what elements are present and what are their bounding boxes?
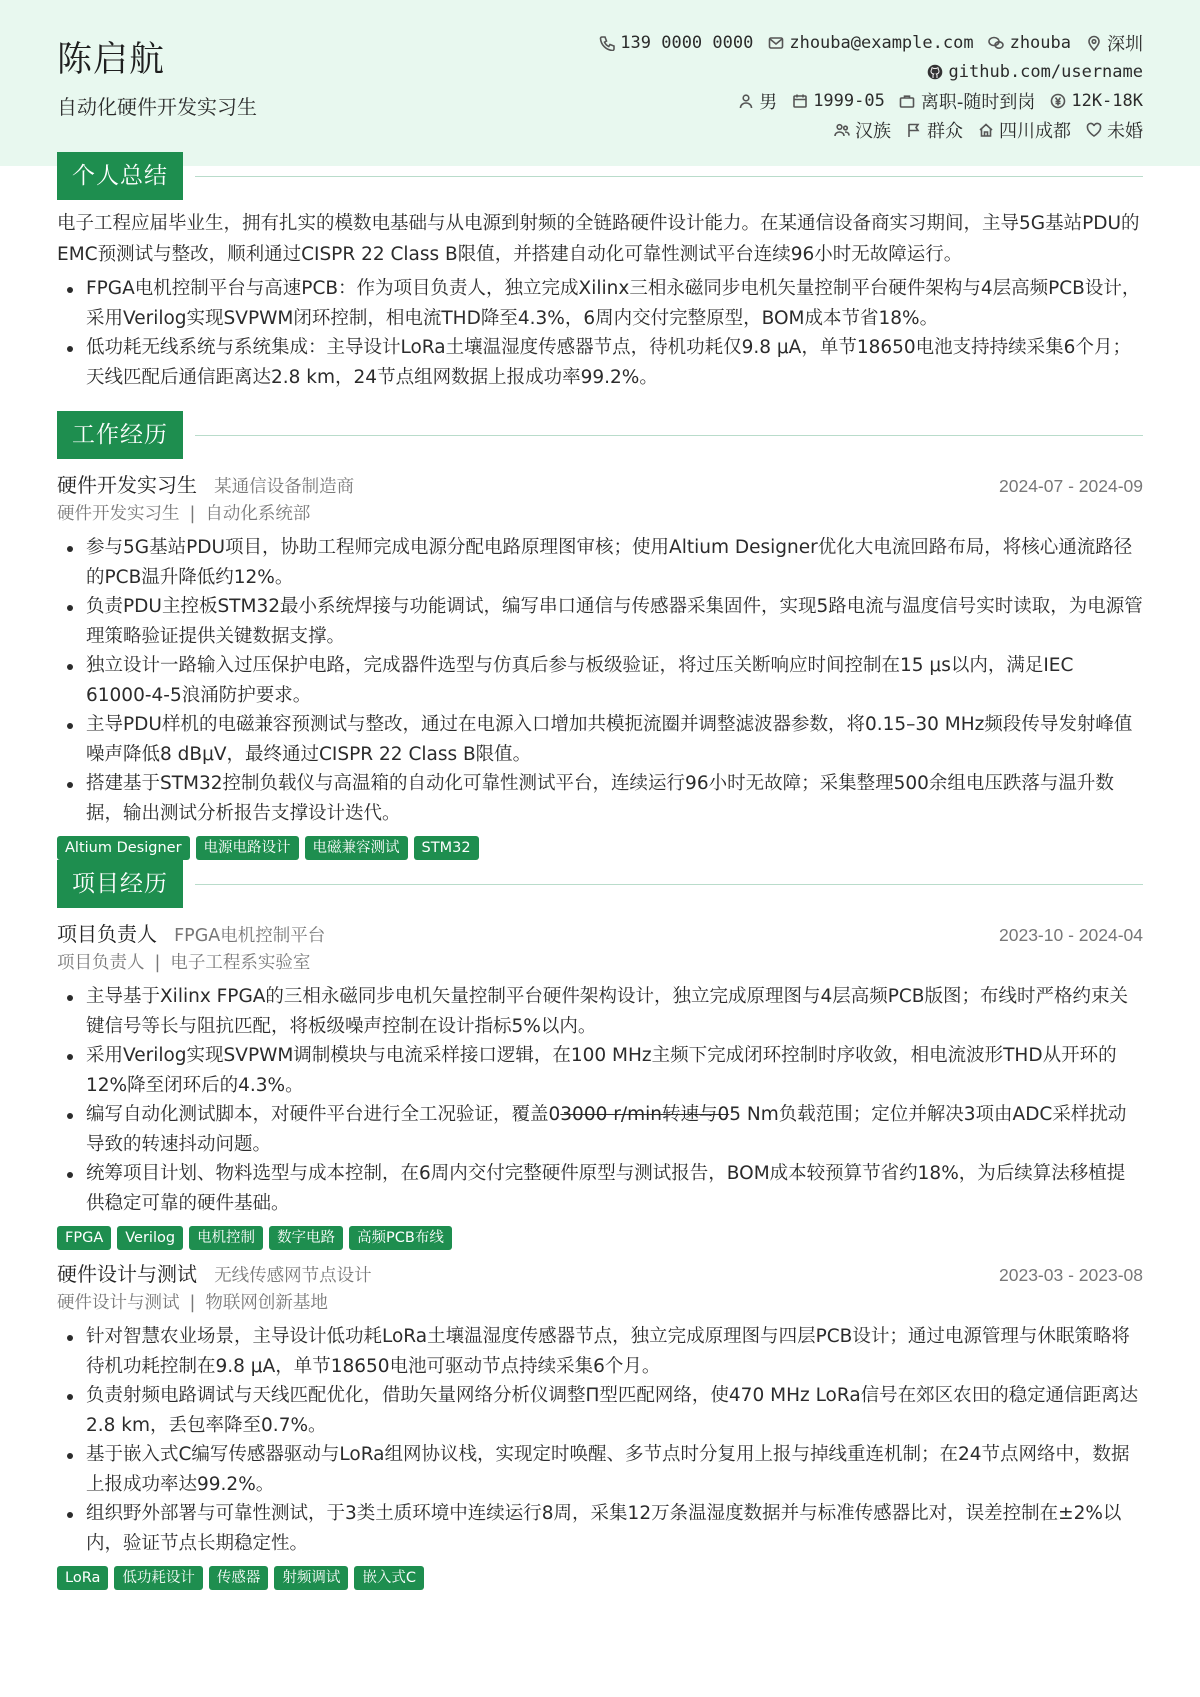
contact-item bbox=[737, 88, 777, 114]
contact-text: 汉族 bbox=[855, 120, 891, 142]
skill-tag: 数字电路 bbox=[269, 1226, 343, 1250]
calendar-icon bbox=[791, 92, 808, 109]
entry-organization: 某通信设备制造商 bbox=[214, 477, 355, 497]
work-entry bbox=[57, 469, 1143, 860]
project-entry bbox=[57, 918, 1143, 1250]
skill-tag: 低功耗设计 bbox=[114, 1566, 203, 1590]
contact-item bbox=[1085, 117, 1143, 143]
contact-text: 深圳 bbox=[1107, 33, 1143, 55]
skill-tag: 射频调试 bbox=[274, 1566, 348, 1590]
contact-item bbox=[767, 33, 973, 53]
candidate-role: 自动化硬件开发实习生 bbox=[57, 95, 257, 119]
entry-date: 2023-10 - 2024-04 bbox=[999, 925, 1143, 945]
entry-bullets bbox=[57, 533, 1143, 828]
list-item: 主导PDU样机的电磁兼容预测试与整改，通过在电源入口增加共模扼流圈并调整滤波器参数，将0.15–30 MHz频段传导发射峰值噪声降低8 dBμV，最终通过CISPR 22 Class B限值。 bbox=[57, 710, 1143, 769]
section-title: 个人总结 bbox=[57, 152, 183, 200]
entry-title: 硬件开发实习生 bbox=[57, 473, 197, 497]
contact-item bbox=[1085, 30, 1143, 56]
entry-header bbox=[57, 918, 1143, 948]
entry-subtitle bbox=[57, 948, 1143, 978]
entry-date: 2024-07 - 2024-09 bbox=[999, 476, 1143, 496]
contact-item bbox=[927, 62, 1143, 82]
people-icon bbox=[833, 121, 850, 138]
summary-intro: 电子工程应届毕业生，拥有扎实的模数电基础与从电源到射频的全链路硬件设计能力。在某通信设备商实习期间，主导5G基站PDU的EMC预测试与整改，顺利通过CISPR 22 Class B限值，并搭建自动化可靠性测试平台连续96小时无故障运行。 bbox=[57, 213, 1140, 265]
skill-tag: 电磁兼容测试 bbox=[305, 836, 408, 860]
entry-sub-dept: 电子工程系实验室 bbox=[170, 953, 311, 973]
skill-tags bbox=[57, 1226, 1143, 1250]
skill-tag: 嵌入式C bbox=[354, 1566, 424, 1590]
list-item: 主导基于Xilinx FPGA的三相永磁同步电机矢量控制平台硬件架构设计，独立完成原理图与4层高频PCB版图；布线时严格约束关键信号等长与阻抗匹配，将板级噪声控制在设计指标5%以内。 bbox=[57, 982, 1143, 1041]
skill-tag: 高频PCB布线 bbox=[349, 1226, 452, 1250]
section-divider bbox=[195, 435, 1143, 436]
list-item: 采用Verilog实现SVPWM调制模块与电流采样接口逻辑，在100 MHz主频下完成闭环控制时序收敛，相电流波形THD从开环的12%降至闭环后的4.3%。 bbox=[57, 1041, 1143, 1100]
contact-text: 群众 bbox=[927, 120, 963, 142]
skill-tag: 电源电路设计 bbox=[196, 836, 299, 860]
contact-line bbox=[523, 115, 1143, 144]
wechat-icon bbox=[988, 34, 1005, 51]
entry-organization: FPGA电机控制平台 bbox=[174, 926, 326, 946]
briefcase-icon bbox=[899, 92, 916, 109]
skill-tag: FPGA bbox=[57, 1226, 111, 1250]
github-icon bbox=[927, 63, 944, 80]
contact-item bbox=[905, 117, 963, 143]
resume-header bbox=[0, 0, 1200, 166]
contact-item bbox=[1049, 91, 1143, 111]
list-item bbox=[57, 1100, 1143, 1159]
contact-item bbox=[988, 33, 1071, 53]
contact-item bbox=[791, 91, 885, 111]
entry-bullets bbox=[57, 1322, 1143, 1558]
entry-sub-role: 硬件设计与测试 bbox=[57, 1293, 180, 1313]
list-item: 组织野外部署与可靠性测试，于3类土质环境中连续运行8周，采集12万条温湿度数据并与标准传感器比对，误差控制在±2%以内，验证节点长期稳定性。 bbox=[57, 1499, 1143, 1558]
separator: | bbox=[154, 953, 161, 973]
projects-section bbox=[57, 860, 1143, 1590]
section-header bbox=[57, 860, 1143, 908]
skill-tags bbox=[57, 836, 1143, 860]
entry-sub-dept: 物联网创新基地 bbox=[205, 1293, 328, 1313]
entry-date: 2023-03 - 2023-08 bbox=[999, 1265, 1143, 1285]
home-icon bbox=[977, 121, 994, 138]
list-item: 负责PDU主控板STM32最小系统焊接与功能调试，编写串口通信与传感器采集固件，实现5路电流与温度信号实时读取，为电源管理策略验证提供关键数据支撑。 bbox=[57, 592, 1143, 651]
bullet-text-before: 编写自动化测试脚本，对硬件平台进行全工况验证，覆盖0 bbox=[86, 1104, 561, 1125]
flag-icon bbox=[905, 121, 922, 138]
entry-header bbox=[57, 469, 1143, 499]
section-divider bbox=[195, 176, 1143, 177]
heart-icon bbox=[1085, 121, 1102, 138]
contact-text: 12K-18K bbox=[1071, 90, 1143, 111]
skill-tags bbox=[57, 1566, 1143, 1590]
work-section bbox=[57, 411, 1143, 860]
entry-subtitle bbox=[57, 1288, 1143, 1318]
entry-bullets bbox=[57, 982, 1143, 1218]
contact-text: 139 0000 0000 bbox=[620, 32, 754, 53]
list-item: FPGA电机控制平台与高速PCB：作为项目负责人，独立完成Xilinx三相永磁同步电机矢量控制平台硬件架构与4层高频PCB设计，采用Verilog实现SVPWM闭环控制，相电流THD降至4.3%，6周内交付完整原型，BOM成本节省18%。 bbox=[57, 274, 1143, 333]
contact-line bbox=[523, 57, 1143, 86]
entry-subtitle bbox=[57, 499, 1143, 529]
list-item: 负责射频电路调试与天线匹配优化，借助矢量网络分析仪调整Π型匹配网络，使470 MHz LoRa信号在郊区农田的稳定通信距离达2.8 km，丢包率降至0.7%。 bbox=[57, 1381, 1143, 1440]
contact-text: zhouba@example.com bbox=[789, 32, 974, 53]
entry-sub-role: 硬件开发实习生 bbox=[57, 504, 180, 524]
entry-title: 项目负责人 bbox=[57, 922, 157, 946]
contact-line bbox=[523, 86, 1143, 115]
struck-text: 3000 r/min转速与0 bbox=[560, 1104, 730, 1125]
skill-tag: Verilog bbox=[117, 1226, 183, 1250]
summary-bullets bbox=[57, 274, 1143, 392]
skill-tag: LoRa bbox=[57, 1566, 108, 1590]
contact-info bbox=[523, 28, 1143, 144]
section-divider bbox=[195, 884, 1143, 885]
list-item: 参与5G基站PDU项目，协助工程师完成电源分配电路原理图审核；使用Altium Designer优化大电流回路布局，将核心通流路径的PCB温升降低约12%。 bbox=[57, 533, 1143, 592]
candidate-name: 陈启航 bbox=[57, 40, 166, 80]
entry-organization: 无线传感网节点设计 bbox=[214, 1266, 372, 1286]
bullet-text-after: 5 Nm负载范围；定位并解决3项由ADC采样扰动导致的转速抖动问题。 bbox=[86, 1104, 1127, 1155]
mail-icon bbox=[767, 34, 784, 51]
contact-text: zhouba bbox=[1009, 32, 1071, 53]
section-header bbox=[57, 152, 1143, 200]
contact-text: 四川成都 bbox=[999, 120, 1071, 142]
list-item: 低功耗无线系统与系统集成：主导设计LoRa土壤温湿度传感器节点，待机功耗仅9.8 μA，单节18650电池支持持续采集6个月；天线匹配后通信距离达2.8 km，24节点组网数据上报成功率99.2%。 bbox=[57, 333, 1143, 392]
summary-section bbox=[57, 152, 1143, 392]
entry-sub-dept: 自动化系统部 bbox=[205, 504, 311, 524]
section-header bbox=[57, 411, 1143, 459]
skill-tag: STM32 bbox=[414, 836, 479, 860]
salary-icon bbox=[1049, 92, 1066, 109]
separator: | bbox=[189, 504, 196, 524]
skill-tag: 传感器 bbox=[209, 1566, 269, 1590]
list-item: 基于嵌入式C编写传感器驱动与LoRa组网协议栈，实现定时唤醒、多节点时分复用上报与掉线重连机制；在24节点网络中，数据上报成功率达99.2%。 bbox=[57, 1440, 1143, 1499]
phone-icon bbox=[598, 34, 615, 51]
contact-item bbox=[833, 117, 891, 143]
entry-sub-role: 项目负责人 bbox=[57, 953, 145, 973]
contact-text: github.com/username bbox=[948, 61, 1143, 82]
person-icon bbox=[737, 92, 754, 109]
list-item: 搭建基于STM32控制负载仪与高温箱的自动化可靠性测试平台，连续运行96小时无故障；采集整理500余组电压跌落与温升数据，输出测试分析报告支撑设计迭代。 bbox=[57, 769, 1143, 828]
separator: | bbox=[189, 1293, 196, 1313]
entry-title: 硬件设计与测试 bbox=[57, 1262, 197, 1286]
contact-text: 男 bbox=[759, 91, 778, 113]
contact-text: 离职-随时到岗 bbox=[920, 91, 1036, 113]
list-item: 独立设计一路输入过压保护电路，完成器件选型与仿真后参与板级验证，将过压关断响应时间控制在15 μs以内，满足IEC 61000-4-5浪涌防护要求。 bbox=[57, 651, 1143, 710]
skill-tag: 电机控制 bbox=[189, 1226, 263, 1250]
entry-header bbox=[57, 1258, 1143, 1288]
location-pin-icon bbox=[1085, 34, 1102, 51]
contact-text: 未婚 bbox=[1107, 120, 1143, 142]
contact-item bbox=[899, 88, 1036, 114]
list-item: 针对智慧农业场景，主导设计低功耗LoRa土壤温湿度传感器节点，独立完成原理图与四层PCB设计；通过电源管理与休眠策略将待机功耗控制在9.8 μA，单节18650电池可驱动节点持续采集6个月。 bbox=[57, 1322, 1143, 1381]
contact-item bbox=[598, 33, 753, 53]
list-item: 统筹项目计划、物料选型与成本控制，在6周内交付完整硬件原型与测试报告，BOM成本较预算节省约18%，为后续算法移植提供稳定可靠的硬件基础。 bbox=[57, 1159, 1143, 1218]
contact-text: 1999-05 bbox=[813, 90, 885, 111]
section-title: 项目经历 bbox=[57, 860, 183, 908]
project-entry bbox=[57, 1258, 1143, 1590]
contact-item bbox=[977, 117, 1071, 143]
skill-tag: Altium Designer bbox=[57, 836, 190, 860]
section-title: 工作经历 bbox=[57, 411, 183, 459]
contact-line bbox=[523, 28, 1143, 57]
